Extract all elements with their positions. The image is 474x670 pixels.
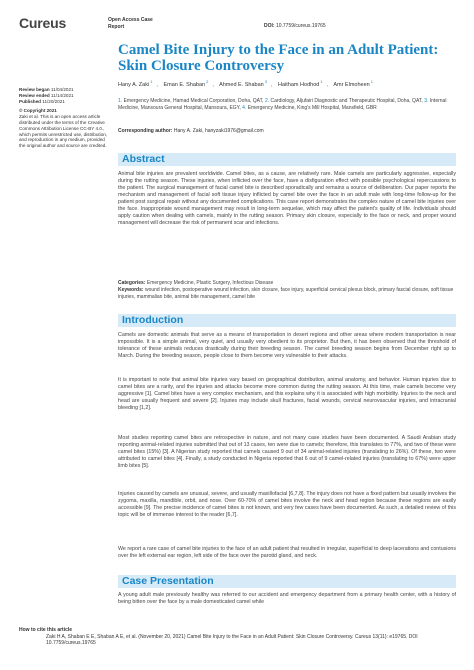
- keywords: Keywords: wound infection, postoperative wound infection, skin closure, face injury, superficial cervical plexus block, primary fascial closure, soft tissue injuries, mammalian bite, animal bite management, camel bite: [118, 287, 454, 300]
- intro-paragraph: Most studies reporting camel bites are retrospective in nature, and not many case studies have been documented. A Saudi Arabian study reporting animal-related injuries submitted that out of 13 cases, ten were due to camels; therefore, this translates to 77%, and two of these were camel bites (15%) [3]. A Nigerian study reported that camels caused 9 out of 34 animal-related injuries (translating to 26%). Of these, two were attributed to camel bites [4]. Finally, a study conducted in Nigeria reported that 6 out of 9 camel-related injuries (translating to 67%) were upper limb bites [5].: [118, 435, 456, 469]
- article-title: Camel Bite Injury to the Face in an Adult Patient: Skin Closure Controversy: [118, 42, 439, 74]
- author-name[interactable]: Haitham Hodhod: [278, 81, 320, 88]
- author-name[interactable]: Ahmed E. Shaban: [219, 81, 264, 88]
- intro-paragraph: We report a rare case of camel bite injuries to the face of an adult patient that resulted in irregular, superficial to deep lacerations and contusions over the left external ear region, left side of the face over the parotid gland, and neck.: [118, 546, 456, 559]
- author-name[interactable]: Eman E. Shaban: [163, 81, 206, 88]
- case-presentation-heading: Case Presentation: [122, 575, 214, 587]
- introduction-heading: Introduction: [122, 314, 184, 326]
- affiliations: 1. Emergency Medicine, Hamad Medical Corporation, Doha, QAT, 2. Cardiology, Aljufairi Diagnostic and Therapeutic Hospital, Doha, QAT, 3. Internal Medicine, Mansoura General Hospital, Mansoura, EGY, 4. Emergency Medicine, King's Mill Hospital, Mansfield, GBR: [118, 98, 447, 111]
- categories: Categories: Emergency Medicine, Plastic Surgery, Infectious Disease: [118, 280, 274, 286]
- corresponding-author: Corresponding author: Hany A. Zaki, hanyzaki1976@gmail.com: [118, 128, 264, 134]
- intro-paragraph: Camels are domestic animals that serve as a means of transportation in desert regions and other areas where modern transportation is near impossible. It is a simple animal, very quiet, and usually very obedient to its proprietor. But then, it has been observed that the threshold of tolerance of these animals reduces drastically during their breeding season. The camel breeding season begins from December right up to March. During the breeding season, people close to them become very vulnerable to their attacks.: [118, 332, 456, 359]
- header-doi: DOI: 10.7759/cureus.19765: [264, 23, 326, 29]
- abstract-heading: Abstract: [122, 153, 165, 165]
- abstract-text: Animal bite injuries are prevalent worldwide. Camel bites, as a cause, are relatively rare. Male camels are particularly aggressive, especially during the rutting season. These injuries, when inflicted over the face, have a disfiguration effect with possible psychological repercussions to the patient. The surgical management of facial camel bite is described sporadically and remains a source of deliberation. Our paper reports the mechanism and management of facial soft tissue injury inflicted by camel bite over the face in an adult male with long-time follow-up for the patient post surgical repair without any documented complications. This case report demonstrates the complex nature of camel bite injuries over the face. Inappropriate wound management may result in long-term sequelae, which may affect the patient's quality of life. Individuals should apply caution when dealing with camels, mainly in the rutting season. Primary skin closure, especially to the face or neck, and proper wound management will decrease the risk of permanent scar and infections.: [118, 171, 456, 226]
- copyright: © Copyright 2021: [19, 108, 57, 114]
- author-name[interactable]: Hany A. Zaki: [118, 81, 150, 88]
- cite-text: Zaki H A, Shaban E E, Shaban A E, et al. (November 20, 2021) Camel Bite Injury to the Face in an Adult Patient: Skin Closure Controversy. Cureus 13(11): e19765. DOI 10.7759/cureus.19765: [46, 634, 418, 647]
- abstract-heading-bar: [118, 153, 456, 166]
- intro-paragraph: It is important to note that animal bite injuries vary based on geographical distribution, animal anatomy, and behavior. Human injuries due to camel bites are a rarity, and the injuries and attacks become more common during the rutting season. At this time, male camels become very aggressive [1]. Camel bites have a very complex mechanism, and this explains why it is associated with high morbidity. Injuries to the neck and head are usually frequent and severe [2]. Injuries may include skull fractures, facial wounds, cervical neurovascular injuries, and intracranial bleeding [1,2].: [118, 377, 456, 411]
- author-list: Hany A. Zaki$^1$, Eman E. Shaban$^2$, Ahmed E. Shaban$^3$, Haitham Hodhod$^1$, Amr Elmoheen$^1$: [118, 79, 373, 88]
- case-paragraph: A young adult male previously healthy was referred to our accident and emergency department from a primary health center, with a history of being bitten over the face by a male domesticated camel while: [118, 592, 456, 605]
- journal-logo: Cureus: [19, 15, 67, 31]
- intro-paragraph: Injuries caused by camels are unusual, severe, and usually maxillofacial [6,7,8]. The injury does not have a fixed pattern but usually involves the zygoma, maxilla, mandible, orbit, and nose. Over 60-70% of camel bites involve the neck and head region because these regions are easily accessible [9]. The precise incidence of camel bites is not known, and very few cases have been documented. As such, a detailed review of this topic will be of immense interest to the reader [6,7].: [118, 491, 456, 518]
- cite-heading: How to cite this article: [19, 627, 73, 633]
- sidebar-metadata: Review began 11/04/2021 Review ended 11/14/2021 Published 11/20/2021 © Copyright 2021 Zaki et al. This is an open access article distributed under the terms of the Creative Commons Attribution License CC-BY 4.0., which permits unrestricted use, distribution, and reproduction in any medium, provided the original author and source are credited.: [19, 87, 111, 149]
- article-type-label: Open Access Case Report: [108, 17, 153, 30]
- author-name[interactable]: Amr Elmoheen: [333, 81, 370, 88]
